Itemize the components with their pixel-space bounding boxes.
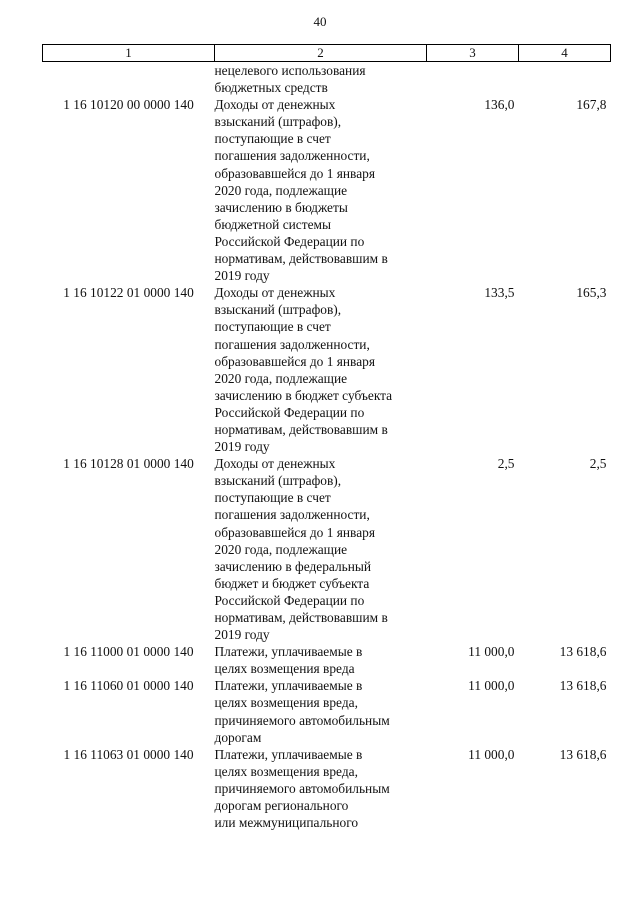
header-col-4: 4 xyxy=(519,45,611,62)
table-cell-col3 xyxy=(427,62,519,97)
description-line: целях возмещения вреда, xyxy=(214,695,358,711)
table-cell-col4: 165,3 xyxy=(576,285,607,301)
description-line: погашения задолженности, xyxy=(214,148,370,164)
table-cell-code: 1 16 10122 01 0000 140 xyxy=(63,285,194,301)
table-cell-col3: 2,5 xyxy=(497,456,515,472)
description-line: взысканий (штрафов), xyxy=(214,302,342,318)
description-line: зачислению в бюджет субъекта xyxy=(214,387,393,403)
table-cell-col4: 13 618,6 xyxy=(559,746,607,762)
description-line: Платежи, уплачиваемые в xyxy=(214,678,363,694)
description-line: нормативам, действовавшим в xyxy=(214,610,388,625)
table-cell-col4 xyxy=(519,62,611,97)
description-line: Доходы от денежных xyxy=(214,456,336,472)
description-line: причиняемого автомобильным xyxy=(214,780,390,796)
description-line: образовавшейся до 1 января xyxy=(214,353,376,369)
description-line: поступающие в счет xyxy=(214,490,331,506)
description-line: образовавшейся до 1 января xyxy=(214,524,376,540)
description-line: Платежи, уплачиваемые в xyxy=(214,746,363,762)
table-row xyxy=(43,455,611,643)
table-cell-description xyxy=(215,643,427,677)
table-cell-description xyxy=(215,746,427,831)
description-line: дорогам регионального xyxy=(214,798,349,814)
description-line: 2020 года, подлежащие xyxy=(214,370,348,386)
table-row xyxy=(43,284,611,455)
page-number: 40 xyxy=(313,14,327,29)
description-line: поступающие в счет xyxy=(214,131,331,147)
description-line: Российской Федерации по xyxy=(214,233,365,249)
table-cell-col3: 136,0 xyxy=(484,97,515,113)
table-row xyxy=(43,643,611,677)
table-cell-col3: 11 000,0 xyxy=(468,678,515,694)
description-line: взысканий (штрафов), xyxy=(214,114,342,130)
table-header xyxy=(43,45,611,62)
table-cell-code: 1 16 10120 00 0000 140 xyxy=(63,97,194,113)
table-cell-col4: 2,5 xyxy=(589,456,607,472)
table-cell-code: 1 16 11000 01 0000 140 xyxy=(63,644,194,660)
header-col-3: 3 xyxy=(427,45,519,62)
table-cell-code xyxy=(43,62,215,97)
table-row xyxy=(43,677,611,745)
table-cell-col4: 13 618,6 xyxy=(559,644,607,660)
description-line: Российской Федерации по xyxy=(214,404,365,420)
table-cell-col3: 133,5 xyxy=(484,285,515,301)
description-line: целях возмещения вреда, xyxy=(214,763,358,779)
table-cell-col3: 11 000,0 xyxy=(468,746,515,762)
budget-table xyxy=(42,44,611,831)
description-line: причиняемого автомобильным xyxy=(214,712,390,728)
description-line: 2019 году xyxy=(214,627,270,643)
description-line: или межмуниципального xyxy=(214,815,359,831)
description-line: 2020 года, подлежащие xyxy=(214,182,348,198)
description-line: 2019 году xyxy=(214,268,270,284)
table-row xyxy=(43,746,611,831)
description-line: погашения задолженности, xyxy=(214,507,370,523)
table-cell-description xyxy=(215,284,427,455)
description-line: зачислению в бюджеты xyxy=(214,199,348,215)
description-line: дорогам xyxy=(214,729,262,745)
header-col-2: 2 xyxy=(215,45,427,62)
table-cell-description xyxy=(215,455,427,643)
description-line: поступающие в счет xyxy=(214,319,331,335)
description-line: бюджетных средств xyxy=(214,80,328,96)
table-row xyxy=(43,96,611,284)
description-line: погашения задолженности, xyxy=(214,336,370,352)
table-cell-col4: 167,8 xyxy=(576,97,607,113)
table-cell-code: 1 16 10128 01 0000 140 xyxy=(63,456,194,472)
table-cell-description xyxy=(215,62,427,97)
description-line: 2019 году xyxy=(214,439,270,455)
description-line: Платежи, уплачиваемые в xyxy=(214,644,363,660)
description-line: нормативам, действовавшим в xyxy=(214,421,388,437)
description-line: зачислению в федеральный xyxy=(214,558,372,574)
table-cell-col3: 11 000,0 xyxy=(468,644,515,660)
table-body xyxy=(43,62,611,832)
table-cell-description xyxy=(215,677,427,745)
description-line: целях возмещения вреда xyxy=(214,661,355,677)
description-line: нецелевого использования xyxy=(214,63,366,78)
table-cell-code: 1 16 11063 01 0000 140 xyxy=(63,746,194,762)
table-cell-col4: 13 618,6 xyxy=(559,678,607,694)
description-line: бюджетной системы xyxy=(214,216,332,232)
description-line: взысканий (штрафов), xyxy=(214,473,342,489)
description-line: образовавшейся до 1 января xyxy=(214,165,376,181)
description-line: Доходы от денежных xyxy=(214,285,336,301)
header-col-1: 1 xyxy=(43,45,215,62)
continuation-row xyxy=(43,62,611,97)
description-line: 2020 года, подлежащие xyxy=(214,541,348,557)
description-line: Доходы от денежных xyxy=(214,97,336,113)
description-line: Российской Федерации по xyxy=(214,592,365,608)
description-line: нормативам, действовавшим в xyxy=(214,251,388,267)
table-cell-description xyxy=(215,96,427,284)
description-line: бюджет и бюджет субъекта xyxy=(214,575,370,591)
table-cell-code: 1 16 11060 01 0000 140 xyxy=(63,678,194,694)
